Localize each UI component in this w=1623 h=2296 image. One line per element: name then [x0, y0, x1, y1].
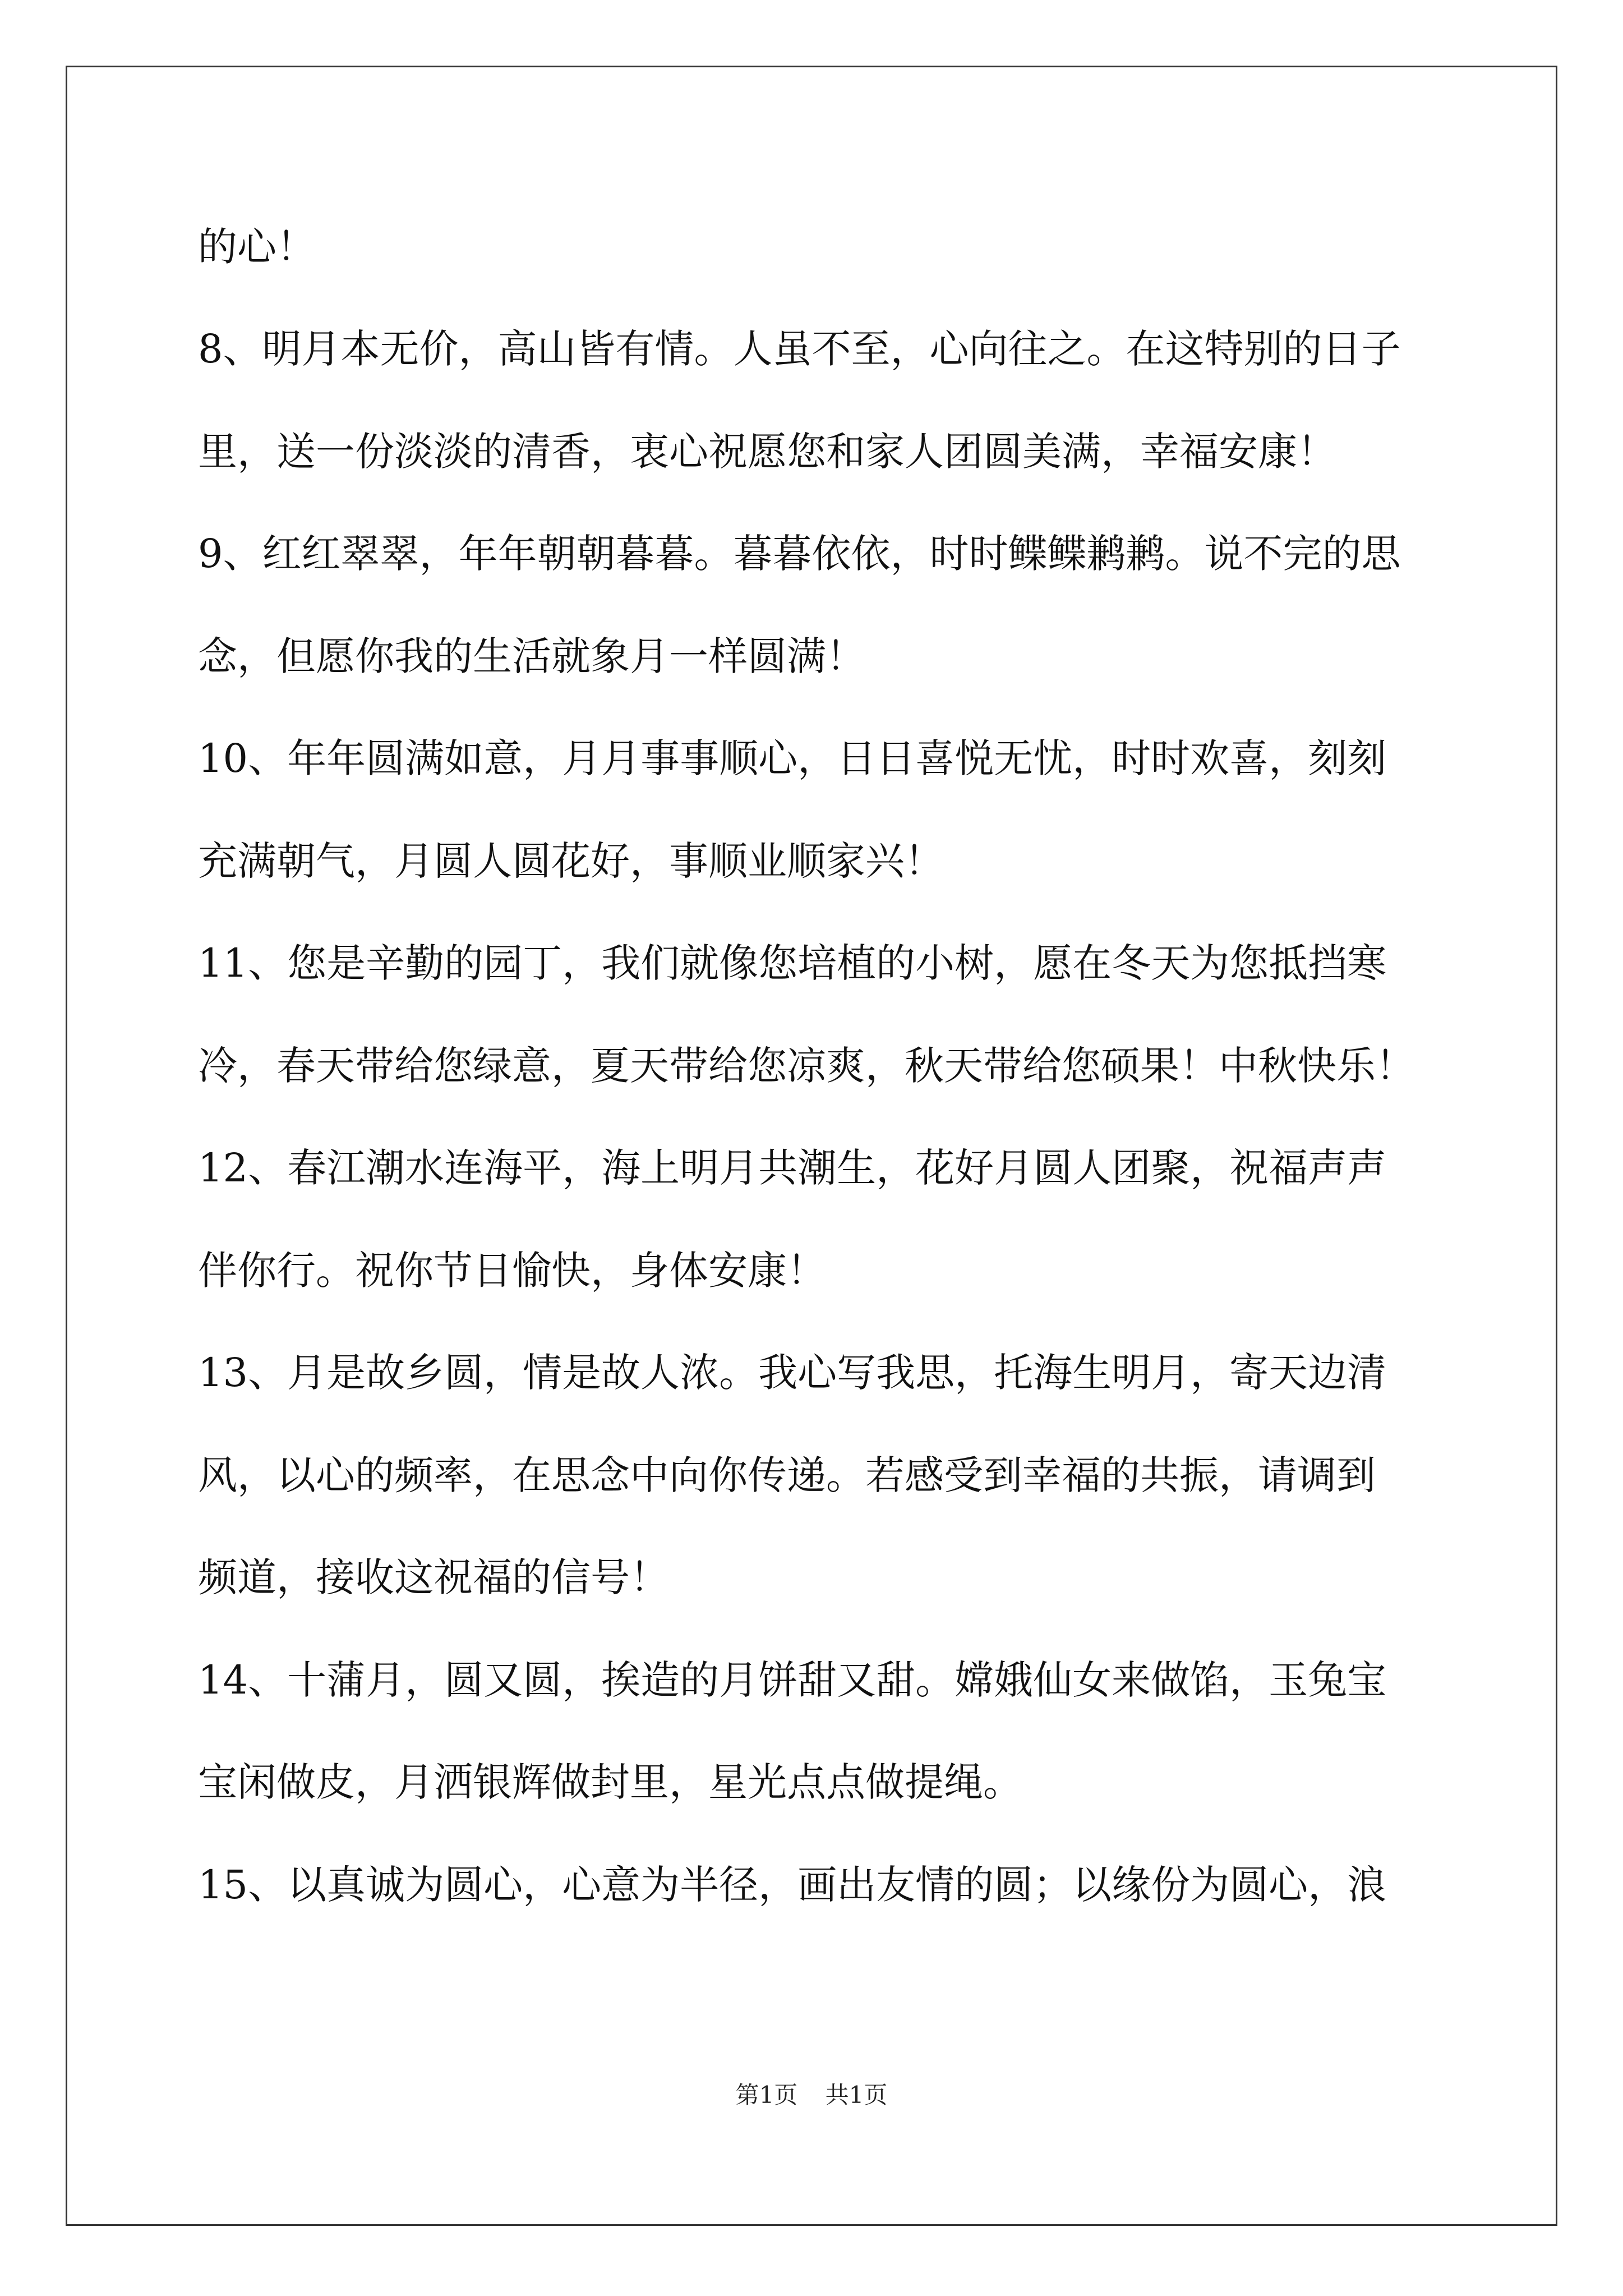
text-line: 10、年年圆满如意，月月事事顺心，日日喜悦无忧，时时欢喜，刻刻 — [198, 735, 1387, 781]
text-line: 13、月是故乡圆，情是故人浓。我心写我思，托海生明月，寄天边清 — [198, 1350, 1387, 1396]
text-line: 宝闲做皮，月洒银辉做封里，星光点点做提绳。 — [198, 1759, 1022, 1805]
page-total: 共1页 — [825, 2081, 888, 2109]
text-line: 念，但愿你我的生活就象月一样圆满！ — [198, 633, 865, 679]
text-line: 12、春江潮水连海平，海上明月共潮生，花好月圆人团聚，祝福声声 — [198, 1145, 1387, 1191]
text-line: 冷，春天带给您绿意，夏天带给您凉爽，秋天带给您硕果！中秋快乐！ — [198, 1043, 1415, 1089]
page-footer — [0, 2078, 1623, 2112]
text-line: 14、十蒲月，圆又圆，挨造的月饼甜又甜。嫦娥仙女来做馅，玉兔宝 — [198, 1657, 1387, 1703]
text-line: 里，送一份淡淡的清香，衷心祝愿您和家人团圆美满，幸福安康！ — [198, 429, 1336, 475]
text-line: 频道，接收这祝福的信号！ — [198, 1554, 669, 1600]
text-line: 风，以心的频率，在思念中向你传递。若感受到幸福的共振，请调到 — [198, 1452, 1376, 1498]
text-line: 11、您是辛勤的园丁，我们就像您培植的小树，愿在冬天为您抵挡寒 — [198, 940, 1387, 986]
text-line: 8、明月本无价，高山皆有情。人虽不至，心向往之。在这特别的日子 — [198, 326, 1401, 372]
text-line: 9、红红翠翠，年年朝朝暮暮。暮暮依依，时时鲽鲽鹣鹣。说不完的思 — [198, 531, 1401, 577]
text-line: 的心！ — [198, 224, 316, 270]
text-line: 充满朝气，月圆人圆花好，事顺业顺家兴！ — [198, 838, 944, 884]
text-line: 15、以真诚为圆心，心意为半径，画出友情的圆；以缘份为圆心，浪 — [198, 1862, 1387, 1908]
text-line: 伴你行。祝你节日愉快，身体安康！ — [198, 1248, 826, 1294]
page-number: 第1页 — [735, 2081, 798, 2109]
